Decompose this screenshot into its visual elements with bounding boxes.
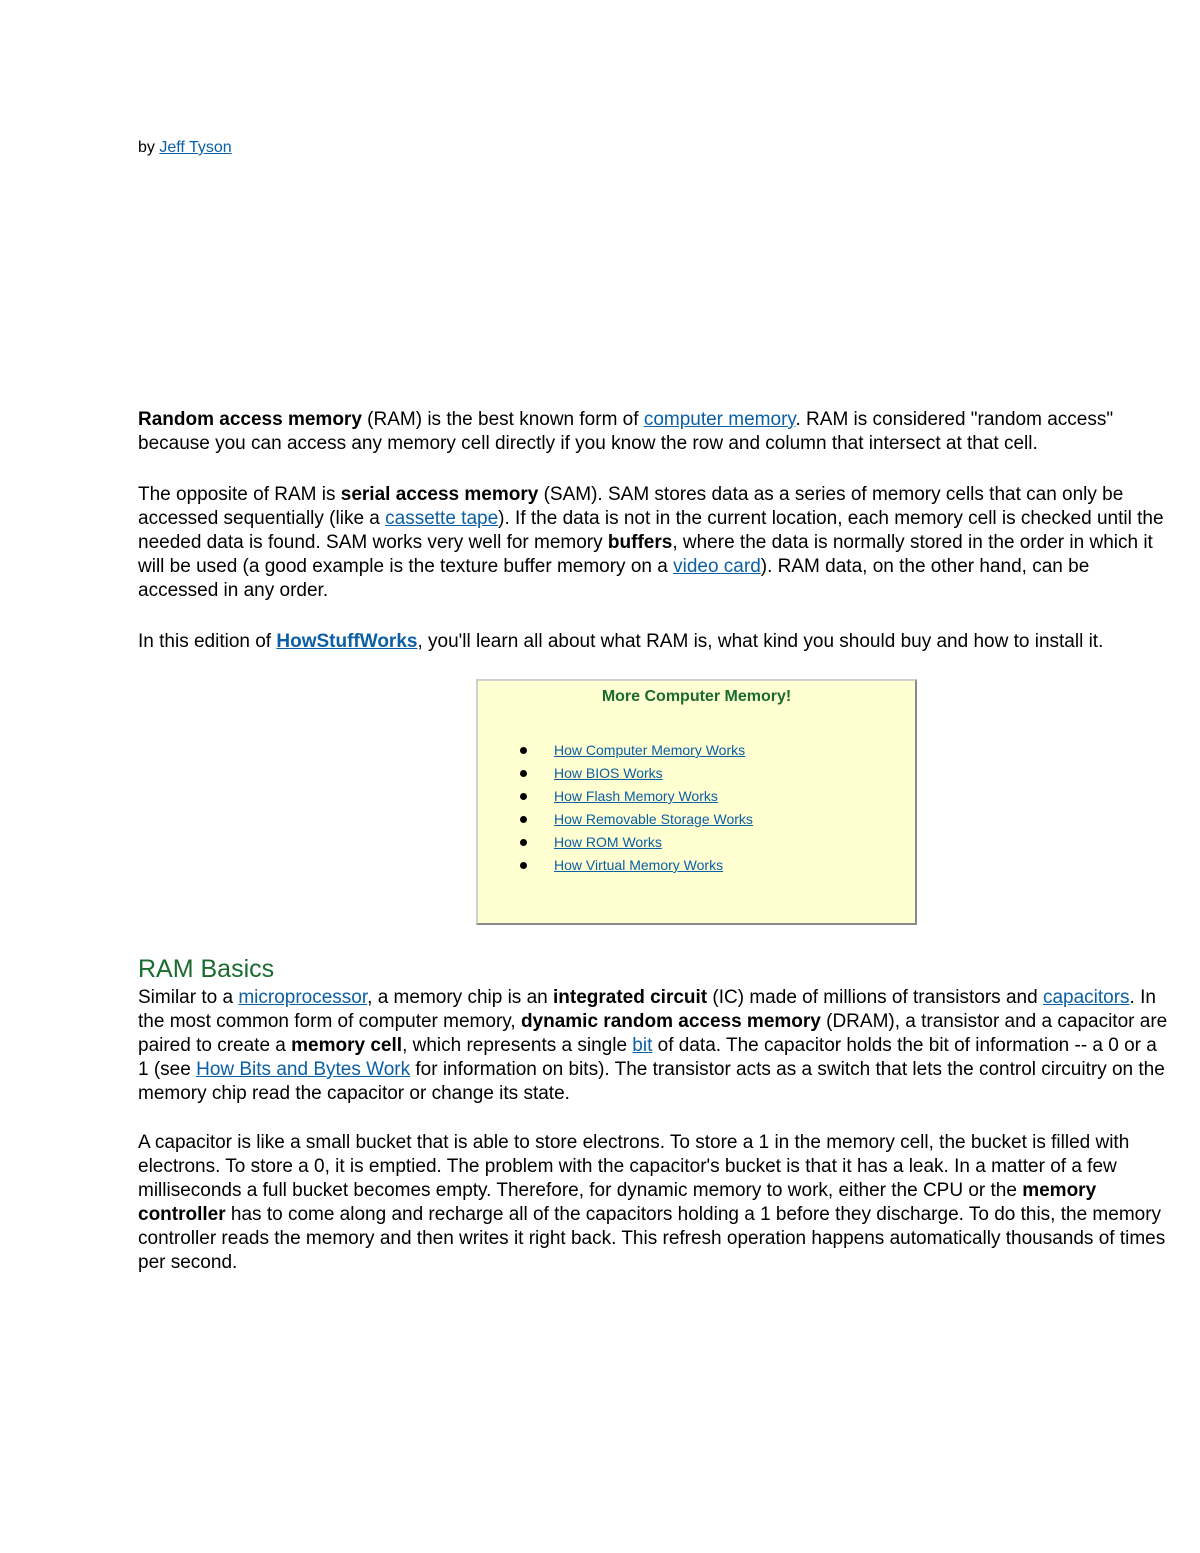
cassette-tape-link[interactable]: cassette tape	[385, 508, 499, 529]
bullet-icon	[520, 816, 527, 823]
computer-memory-link[interactable]: computer memory	[643, 409, 796, 430]
howstuffworks-link[interactable]: HowStuffWorks	[276, 631, 418, 652]
related-article-link[interactable]: How Flash Memory Works	[554, 788, 718, 804]
text-line: controller has to come along and recharge all of the capacitors holding a 1 before they discharge. To do this, the memory	[138, 1204, 1162, 1225]
text-line: milliseconds a full bucket becomes empty. Therefore, for dynamic memory to work, either the CPU or the memory	[138, 1180, 1097, 1201]
text-line: controller reads the memory and then writes it right back. This refresh operation happens automatically thousands of times	[138, 1228, 1166, 1249]
list-item	[516, 785, 753, 808]
author-link[interactable]: Jeff Tyson	[159, 139, 232, 156]
list-item	[516, 854, 753, 877]
text-line: accessed sequentially (like a cassette tape). If the data is not in the current location, each memory cell is checked until the	[138, 508, 1164, 529]
text-line: needed data is found. SAM works very well for memory buffers, where the data is normally stored in the order in which it	[138, 532, 1153, 553]
term-memory-cell: memory cell	[291, 1035, 403, 1056]
bullet-icon	[520, 747, 527, 754]
bullet-icon	[520, 839, 527, 846]
text-line: The opposite of RAM is serial access memory (SAM). SAM stores data as a series of memory cells that can only be	[138, 484, 1124, 505]
text-line: because you can access any memory cell directly if you know the row and column that intersect at that cell.	[138, 433, 1038, 454]
term-buffers: buffers	[607, 532, 673, 553]
microprocessor-link[interactable]: microprocessor	[238, 987, 368, 1008]
term-integrated-circuit: integrated circuit	[552, 987, 708, 1008]
related-articles-box	[476, 679, 917, 925]
bit-link[interactable]: bit	[632, 1035, 653, 1056]
section-paragraph-2	[138, 1131, 1200, 1275]
related-articles-title: More Computer Memory!	[601, 688, 792, 705]
related-article-link[interactable]: How Removable Storage Works	[554, 811, 753, 827]
related-articles-list	[516, 739, 753, 877]
term-dram: dynamic random access memory	[520, 1011, 821, 1032]
list-item	[516, 762, 753, 785]
term-memory: memory	[1022, 1180, 1097, 1201]
text-line: the most common form of computer memory, dynamic random access memory (DRAM), a transistor and a capacitor are	[138, 1011, 1168, 1032]
section-heading: RAM Basics	[138, 955, 275, 983]
list-item	[516, 831, 753, 854]
bullet-icon	[520, 793, 527, 800]
intro-paragraph-2	[138, 483, 1200, 603]
bits-and-bytes-link[interactable]: How Bits and Bytes Work	[196, 1059, 411, 1080]
text-line: paired to create a memory cell, which represents a single bit of data. The capacitor holds the bit of information -- a 0 or a	[138, 1035, 1157, 1056]
related-article-link[interactable]: How BIOS Works	[554, 765, 663, 781]
text-line: A capacitor is like a small bucket that is able to store electrons. To store a 1 in the memory cell, the bucket is filled with	[138, 1132, 1130, 1153]
related-article-link[interactable]: How Virtual Memory Works	[554, 857, 724, 873]
text-line: electrons. To store a 0, it is emptied. The problem with the capacitor's bucket is that it has a leak. In a matter of a few	[138, 1156, 1117, 1177]
text-line: will be used (a good example is the texture buffer memory on a video card). RAM data, on the other hand, can be	[138, 556, 1090, 577]
term-random-access-memory: Random access memory	[138, 409, 362, 430]
text-line: memory chip read the capacitor or change its state.	[138, 1083, 570, 1104]
text-line: accessed in any order.	[138, 580, 329, 601]
text-line: In this edition of HowStuffWorks, you'll learn all about what RAM is, what kind you should buy and how to install it.	[138, 631, 1104, 652]
related-article-link[interactable]: How Computer Memory Works	[554, 742, 746, 758]
intro-paragraph-3	[138, 630, 1200, 654]
text-line: Similar to a microprocessor, a memory chip is an integrated circuit (IC) made of millions of transistors and capacitors. In	[138, 987, 1156, 1008]
text-line: Random access memory (RAM) is the best known form of computer memory. RAM is considered "random access"	[138, 409, 1114, 430]
list-item	[516, 808, 753, 831]
section-paragraph-1	[138, 986, 1200, 1106]
video-card-link[interactable]: video card	[673, 556, 761, 577]
related-article-link[interactable]: How ROM Works	[554, 834, 662, 850]
term-controller: controller	[138, 1204, 226, 1225]
term-serial-access-memory: serial access memory	[340, 484, 539, 505]
byline-prefix: by	[138, 139, 160, 156]
intro-paragraph-1	[138, 408, 1200, 456]
bullet-icon	[520, 770, 527, 777]
text-line: 1 (see How Bits and Bytes Work for information on bits). The transistor acts as a switch that lets the control circuitry on the	[138, 1059, 1165, 1080]
text-line: per second.	[138, 1252, 238, 1273]
capacitors-link[interactable]: capacitors	[1042, 987, 1130, 1008]
bullet-icon	[520, 862, 527, 869]
byline	[138, 139, 232, 157]
list-item	[516, 739, 753, 762]
